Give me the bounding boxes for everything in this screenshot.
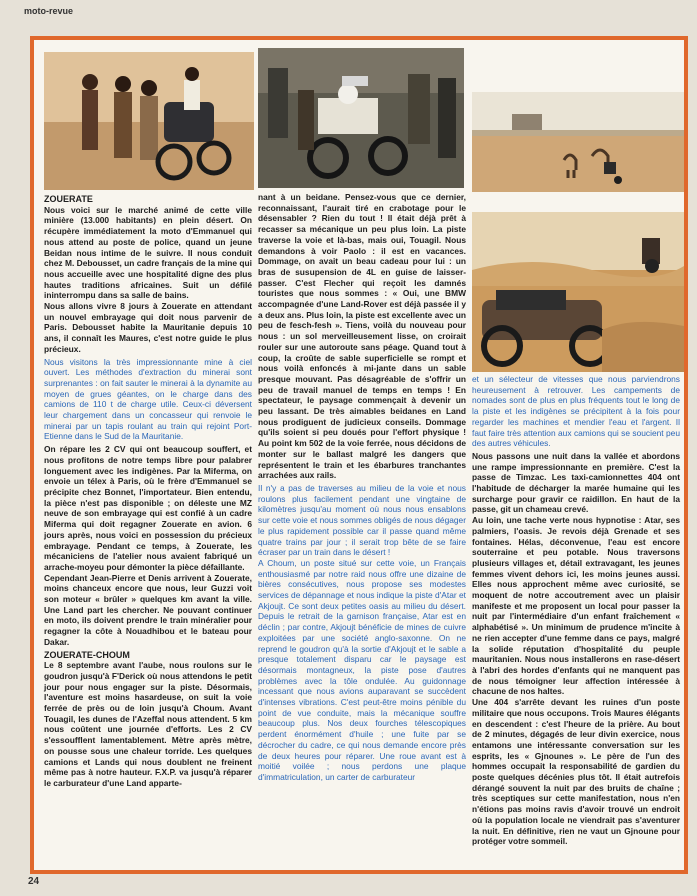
col1-paragraph-5: Cependant Jean-Pierre et Denis arrivent à Zouerate, moins chanceux encore que nous, leur Guzzi voit son moteur « brûler » quelques km avant la ville. Une Land part les chercher. Ne pouvant continuer en moto, ils doivent prendre le train minéralier pour regagner la côte à Nouadhibou et le bateau pour Dakar. — [44, 572, 252, 647]
col3-paragraph-2: Nous passons une nuit dans la vallée et abordons une rampe impressionnante en première. C'est la passe de Timzac. Les taxi-camionnettes 404 ont l'habitude de décharger la marée humaine qui les surcharge pour gravir ce raidillon. En haut de la passe, git un chameau crevé. — [472, 450, 680, 515]
col1-paragraph-3: Nous visitons la très impressionnante mine à ciel ouvert. Les méthodes d'extraction du minerai sont surprenantes : on fait sauter le minerai à la dynamite au moyen de grues géantes, on le charge dans des camions de 110 t de charge utile. Ceux-ci déversent leur chargement dans un concasseur qui renvoie le minerai par un tapis roulant au train qui rejoint Port-Etienne dans le Sud de la Mauritanie. — [44, 356, 252, 442]
photo-market-riders — [44, 52, 254, 190]
col3-paragraph-3: Au loin, une tache verte nous hypnotise : Atar, ses palmiers, l'oasis. Je revois déjà Grenade et ses fontaines. Hélas, déconvenue, l'eau est encore souterraine et peu potable. Nous traversons plusieurs villages et, détail extravagant, les jeunes femmes vivent dehors ici, les moins jeunes aussi. Elles nous approchent même avec curiosité, se moquent de notre accoutrement avec un plaisir manifeste et me proposent un local pour passer la nuit par l'intermédiaire d'un enfant fraîchement « alphabétisé ». Un minimum de prudence m'incite à ne rien accepter d'une femme dans ce pays, malgré la solide réputation d'hospitalité du peuple mauritanien. Nous nous installerons en rase-désert à l'abri des hordes d'enfants qui ne manquent pas de nous témoigner leur affection intéressée à chacune de nos haltes. — [472, 515, 680, 697]
col1-paragraph-2: Nous allons vivre 8 jours à Zouerate en attendant un nouvel embrayage qui doit nous parvenir de Paris. Debousset habite la Mauritanie depuis 10 ans, il connaît les Maures, c'est notre guide le plus précieux. — [44, 301, 252, 354]
text-column-1 — [44, 192, 252, 789]
page-number: 24 — [28, 876, 40, 887]
col3-paragraph-4: Une 404 s'arrête devant les ruines d'un poste militaire que nous occupons. Trois Maures élégants en descendent : c'est l'heure de la prière. Au bout de 2 minutes, dégagés de leur divin exercice, nous entamons une intéressante conversation sur les esprits, les « Gjnounes ». Le père de l'un des hommes occupait la responsabilité de gardien du poste quelques décénies plus tôt. Il était autrefois dérangé souvent la nuit par des bruits de chaîne ; très sceptiques sur cette manifestation, nous n'en n'étions pas moins ravis d'avoir trouvé un endroit où la population locale ne viendrait pas s'aventurer la nuit. En définitive, rien ne vaut un Gjnoune pour protéger votre sommeil. — [472, 697, 680, 847]
heading-zouerate: ZOUERATE — [44, 194, 93, 204]
col1-paragraph-1: Nous voici sur le marché animé de cette ville minière (13.000 habitants) en plein désert. On récupère immédiatement la moto d'Emmanuel qui nous attend au poste de police, quand un jeune Beidan nous intime de le suivre. Il nous conduit chez M. Debousset, un cadre français de la mine qui nous accueille avec une hospitalité digne des plus hautes traditions africaines. Suit un défilé ininterrompu dans sa salle de bains. — [44, 204, 252, 301]
magazine-header: moto-revue — [24, 6, 74, 16]
col3-paragraph-1: et un sélecteur de vitesses que nous parviendrons heureusement à retrouver. Les campements de nomades sont de plus en plus fréquents tout le long de la piste et les indigènes se précipitent à la fois pour regarder les machines et mendier l'eau et l'argent. Il faut faire très attention aux camions qui se soucient peu des autres véhicules. — [472, 374, 680, 449]
col2-paragraph-2: Il n'y a pas de traverses au milieu de la voie et nous roulons plus facilement pendant une vingtaine de kilomètres jusqu'au moment où nous nous ensablons sur cette voie et nous sommes obligés de nous dégager le plus rapidement possible car il passe quand même quatre trains par jour ; il serait trop bête de se faire écraser par un train dans le désert ! — [258, 482, 466, 558]
article-frame — [30, 36, 688, 874]
col2-paragraph-3: A Choum, un poste situé sur cette voie, un Français enthousiasmé par notre raid nous offre une dizaine de bières consécutives, nous propose ses modestes services de dépannage et nous indique la piste d'Atar et Akjoujt. Ce sont deux petites oasis au milieu du désert. Depuis le retrait de la garnison française, Atar est en déclin ; par contre, Akjoujt bénéficie de mines de cuivre exploitées par une société anglo-saxonne. On ne reprend le goudron qu'à la sortie d'Akjoujt et le sable a presque totalement disparu car le paysage est désormais montagneux, la piste pose d'autres problèmes avec la tôle ondulée. Au guidonnage incessant que nous avions auparavant se succèdent d'intenses vibrations. C'est peut-être moins pénible du point de vue conduite, mais la mécanique souffre beaucoup plus. Nos deux fourches télescopiques perdent énormément d'huile ; une fuite par se décrocher du cadre, ce qui nous demande encore près de deux heures pour réparer. Une roue avant est à moitié voilée ; nous perdons une plaque d'immatriculation, un carter de carburateur — [258, 557, 466, 782]
text-column-3 — [472, 374, 680, 847]
text-column-2 — [258, 192, 466, 783]
article-page — [34, 40, 684, 870]
col2-paragraph-1: nant à un beidane. Pensez-vous que ce dernier, reconnaissant, l'aurait tiré en crabotage pour le désensabler ? Rien du tout ! Il était déjà prêt à recasser sa mécanique un peu plus loin. La piste traverse la voie et là-bas, mais oui, Touagil. Nous demandons à voir Paolo : il est en vacances. Dommage, on avait un beau cadeau pour lui : un bras de susupension de 4L en guise de laisser-passer. C'est Flecher qui reçoit les damnés touristes que nous sommes : « Oui, une BMW accompagnée d'une Land-Rover est déjà passée il y a deux ans. Plus loin, la piste est excellente avec un peu de fesch-fesh ». Tiens, voilà du nouveau pour nous : un sol merveilleusement lisse, on croirait rouler sur une autoroute sans péage. Quand tout à coup, la croûte de sable superficielle se rompt et nous voilà enfoncés à mi-jante dans un sable presque mouvant. Pas désagréable de s'offrir un peu de travail manuel de temps en temps ! En spectateur, le paysage commençait à devenir un peu lassant. De très aimables beidanes en Land nous prodiguent de judicieux conseils. Dommage qu'ils soient si peu doués pour l'effort physique ! Au point km 502 de la voie ferrée, nous décidons de monter sur le ballast malgré les dangers que représentent le train et les ébarbures tranchantes arrachées aux rails. — [258, 192, 466, 481]
col1-paragraph-4: On répare les 2 CV qui ont beaucoup souffert, et nous profitons de notre temps libre pour palabrer longuement avec les indigènes. Par la Miferma, on envoie un télex à Paris, où le frère d'Emmanuel se précipite chez Bonnet, l'importateur. Bien entendu, la pièce n'est pas disponible ; on déleste une MZ neuve de son embrayage qui est confié à un cadre Miferma qui doit regagner Zouerate en avion. 6 jours après, nous voici en possession du précieux embrayage. Pendant ce temps, à Zouerate, les mécaniciens de l'atelier nous avaient fabriqué un arrache-moyeu pour démonter la pièce défaillante. — [44, 444, 252, 572]
photo-rider-dunes — [472, 212, 684, 372]
photo-desert-camels — [472, 92, 684, 192]
photo-crowd-motorcycle — [258, 48, 464, 188]
col1-paragraph-6: Le 8 septembre avant l'aube, nous roulons sur le goudron jusqu'à F'Derick où nous attendons le petit jour pour nous engager sur la piste. Désormais, l'aventure est moins hasardeuse, on suit la voie ferrée de près ou de loin jusqu'à Choum. Avant Touagil, les dunes de l'Azeffal nous attendent. 5 km nous coûtent une journée d'efforts. Les 2 CV s'essoufflent lamentablement. Mètre après mètre, on pousse sous une chaleur torride. Les quelques camions et Lands qui nous doublent ne freinent même pas à notre hauteur. F.X.P. va jusqu'à réparer le carburateur d'une Land apparte- — [44, 660, 252, 788]
heading-zouerate-choum: ZOUERATE-CHOUM — [44, 649, 130, 660]
